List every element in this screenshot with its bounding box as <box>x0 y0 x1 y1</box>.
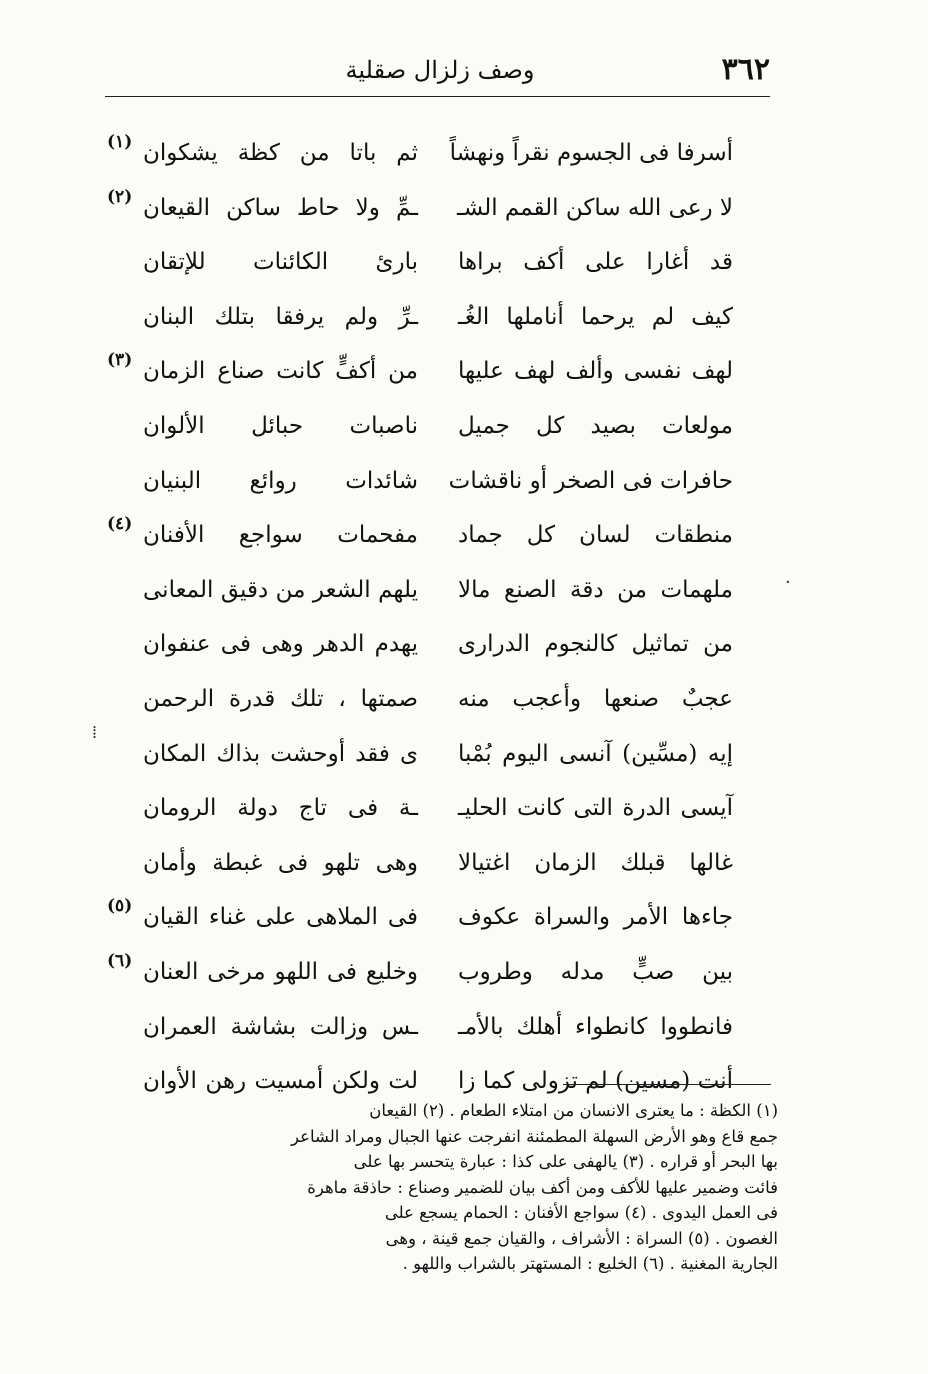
second-hemistich: لت ولكن أمسيت رهن الأوان <box>143 1068 418 1095</box>
first-hemistich: من تماثيل كالنجوم الدرارى <box>458 631 733 658</box>
second-hemistich: من أكفٍّ كانت صناع الزمان <box>143 358 418 385</box>
verse-line <box>107 130 733 185</box>
first-hemistich: منطقات لسان كل جماد <box>458 522 733 549</box>
footnote-line: الغصون . (٥) السراة : الأشراف ، والقيان جمع قينة ، وهى <box>385 1228 778 1248</box>
first-hemistich: لا رعى الله ساكن القمم الشـ <box>456 194 733 221</box>
verse-line <box>107 949 733 1004</box>
first-hemistich: حافرات فى الصخر أو ناقشات <box>448 467 733 494</box>
verse-line <box>143 621 733 676</box>
first-hemistich: ملهمات من دقة الصنع مالا <box>458 576 733 603</box>
margin-mark: ⁞ <box>92 722 98 743</box>
footnote-divider <box>563 1084 771 1085</box>
footnote-line: بها البحر أو قراره . (٣) يالهفى على كذا : عبارة يتحسر بها على <box>353 1152 778 1171</box>
footnote-marker: (٣) <box>107 350 133 371</box>
verse-line <box>143 458 733 513</box>
second-hemistich: ثم باتا من كظة يشكوان <box>143 140 418 166</box>
footnote-marker: (٦) <box>107 950 133 971</box>
header-divider <box>105 96 770 97</box>
verse-line <box>143 567 733 622</box>
footnote-line: فى العمل اليدوى . (٤) سواجع الأفنان : الحمام يسجع على <box>384 1203 778 1222</box>
footnote-line: (١) الكظة : ما يعترى الانسان من امتلاء الطعام . (٢) القيعان <box>369 1101 778 1120</box>
second-hemistich: صمتها ، تلك قدرة الرحمن <box>143 685 418 712</box>
running-title: وصف زلزال صقلية <box>345 56 535 84</box>
second-hemistich: ـة فى تاج دولة الرومان <box>143 795 418 822</box>
second-hemistich: وهى تلهو فى غبطة وأمان <box>143 849 418 876</box>
first-hemistich: كيف لم يرحما أناملها الغُـ <box>458 303 733 330</box>
first-hemistich: أنت (مسين) لم تزولى كما زا <box>458 1068 733 1095</box>
verse-line <box>107 348 733 403</box>
first-hemistich: آيسى الدرة التى كانت الحليـ <box>458 795 733 822</box>
first-hemistich: جاءها الأمر والسراة عكوف <box>458 904 733 931</box>
first-hemistich: فانطووا كانطواء أهلك بالأمـ <box>458 1013 733 1040</box>
verse-line <box>143 676 733 731</box>
poem <box>107 130 733 1113</box>
verse-line <box>143 403 733 458</box>
first-hemistich: لهف نفسى وألف لهف عليها <box>458 358 733 385</box>
second-hemistich: شائدات روائع البنيان <box>143 467 418 494</box>
second-hemistich: ى فقد أوحشت بذاك المكان <box>143 740 418 767</box>
footnote-line: جمع قاع وهو الأرض السهلة المطمئنة انفرجت عنها الجبال ومراد الشاعر <box>291 1126 778 1146</box>
verse-line <box>143 731 733 786</box>
footnote-line: فائت وضمير عليها للأكف ومن أكف بيان للضمير وصناع : حاذقة ماهرة <box>307 1177 778 1197</box>
second-hemistich: مفحمات سواجع الأفنان <box>143 522 418 549</box>
footnote-marker: (٥) <box>107 896 133 917</box>
verse-line <box>143 785 733 840</box>
page-number: ٣٦٢ <box>721 52 770 87</box>
second-hemistich: وخليع فى اللهو مرخى العنان <box>143 958 418 985</box>
second-hemistich: ناصبات حبائل الألوان <box>143 412 418 439</box>
second-hemistich: يهدم الدهر وهى فى عنفوان <box>143 631 418 658</box>
first-hemistich: غالها قبلك الزمان اغتيالا <box>458 849 733 876</box>
footnote-marker: (٤) <box>107 514 133 535</box>
footnotes <box>113 1098 778 1277</box>
second-hemistich: ـمِّ ولا حاط ساكن القيعان <box>143 194 418 221</box>
verse-line <box>107 512 733 567</box>
verse-line <box>107 894 733 949</box>
verse-line <box>143 840 733 895</box>
first-hemistich: قد أغارا على أكف براها <box>458 249 733 276</box>
stray-dot: · <box>785 572 791 593</box>
verse-line <box>143 1004 733 1059</box>
second-hemistich: ـس وزالت بشاشة العمران <box>143 1013 418 1040</box>
second-hemistich: يلهم الشعر من دقيق المعانى <box>143 576 418 603</box>
second-hemistich: فى الملاهى على غناء القيان <box>143 904 418 931</box>
second-hemistich: بارئ الكائنات للإتقان <box>143 249 418 276</box>
footnote-marker: (٢) <box>107 186 133 207</box>
second-hemistich: ـرِّ ولم يرفقا بتلك البنان <box>143 303 418 330</box>
verse-line <box>143 294 733 349</box>
first-hemistich: بين صبٍّ مدله وطروب <box>458 958 733 985</box>
page-header <box>110 52 770 92</box>
verse-line <box>107 185 733 240</box>
footnote-line: الجارية المغنية . (٦) الخليع : المستهتر بالشراب واللهو . <box>402 1254 778 1273</box>
first-hemistich: إيه (مسِّين) آنسى اليوم بُمْبا <box>458 740 733 767</box>
footnote-marker: (١) <box>107 132 133 152</box>
first-hemistich: مولعات بصيد كل جميل <box>458 412 733 439</box>
verse-line <box>143 239 733 294</box>
first-hemistich: أسرفا فى الجسوم نقراً ونهشاً <box>449 140 733 166</box>
first-hemistich: عجبٌ صنعها وأعجب منه <box>458 685 733 712</box>
